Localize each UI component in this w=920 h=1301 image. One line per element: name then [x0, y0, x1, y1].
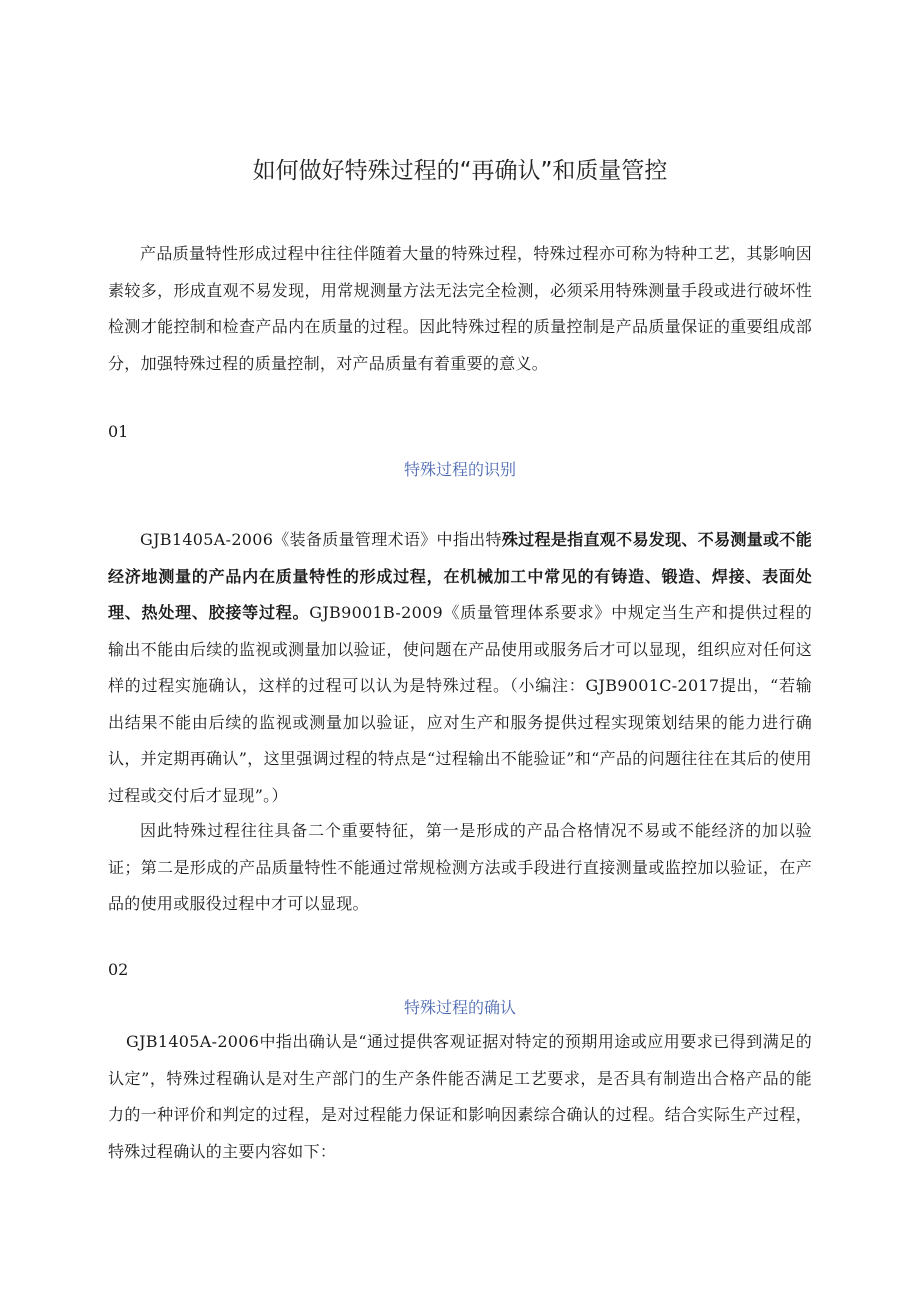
section-number-02: 02 [108, 960, 129, 979]
document-title: 如何做好特殊过程的“再确认”和质量管控 [252, 158, 668, 184]
section1-p1-prefix: GJB1405A-2006《装备质量管理术语》中指出特 [140, 530, 502, 549]
section1-p1-suffix: GJB9001B-2009《质量管理体系要求》中规定当生产和提供过程的输出不能由后续的监视或测量加以验证，使问题在产品使用或服务后才可以显现，组织应对任何这样的过程实施确认，这样的过程可以认为是特殊过程。（小编注：GJB9001C-2017提出，“若输出结果不能由后续的监视或测量加以验证，应对生产和服务提供过程实现策划结果的能力进行确认，并定期再确认”，这里强调过程的特点是“过程输出不能验证”和“产品的问题往往在其后的使用过程或交付后才显现”。） [108, 603, 812, 805]
section-number-01: 01 [108, 422, 129, 441]
section-heading-confirmation: 特殊过程的确认 [403, 998, 516, 1017]
section1-p1-bold-definition: 殊过程是指直观不易发现、不易测量或不能经济地测量的产品内在质量特性的形成过程，在机械加工中常见的有铸造、锻造、焊接、表面处理、热处理、胶接等过程。 [108, 530, 813, 622]
intro-paragraph: 产品质量特性形成过程中往往伴随着大量的特殊过程，特殊过程亦可称为特种工艺，其影响因素较多，形成直观不易发现，用常规测量方法无法完全检测，必须采用特殊测量手段或进行破坏性检测才能控制和检查产品内在质量的过程。因此特殊过程的质量控制是产品质量保证的重要组成部分，加强特殊过程的质量控制，对产品质量有着重要的意义。 [108, 244, 812, 373]
section1-paragraph-1 [108, 522, 812, 814]
section1-paragraph-2: 因此特殊过程往往具备二个重要特征，第一是形成的产品合格情况不易或不能经济的加以验证；第二是形成的产品质量特性不能通过常规检测方法或手段进行直接测量或监控加以验证，在产品的使用或服役过程中才可以显现。 [108, 821, 812, 913]
section2-paragraph-1: GJB1405A-2006中指出确认是“通过提供客观证据对特定的预期用途或应用要求已得到满足的认定”，特殊过程确认是对生产部门的生产条件能否满足工艺要求，是否具有制造出合格产品的能力的一种评价和判定的过程，是对过程能力保证和影响因素综合确认的过程。结合实际生产过程，特殊过程确认的主要内容如下： [108, 1032, 812, 1161]
section-heading-identification: 特殊过程的识别 [403, 460, 516, 479]
